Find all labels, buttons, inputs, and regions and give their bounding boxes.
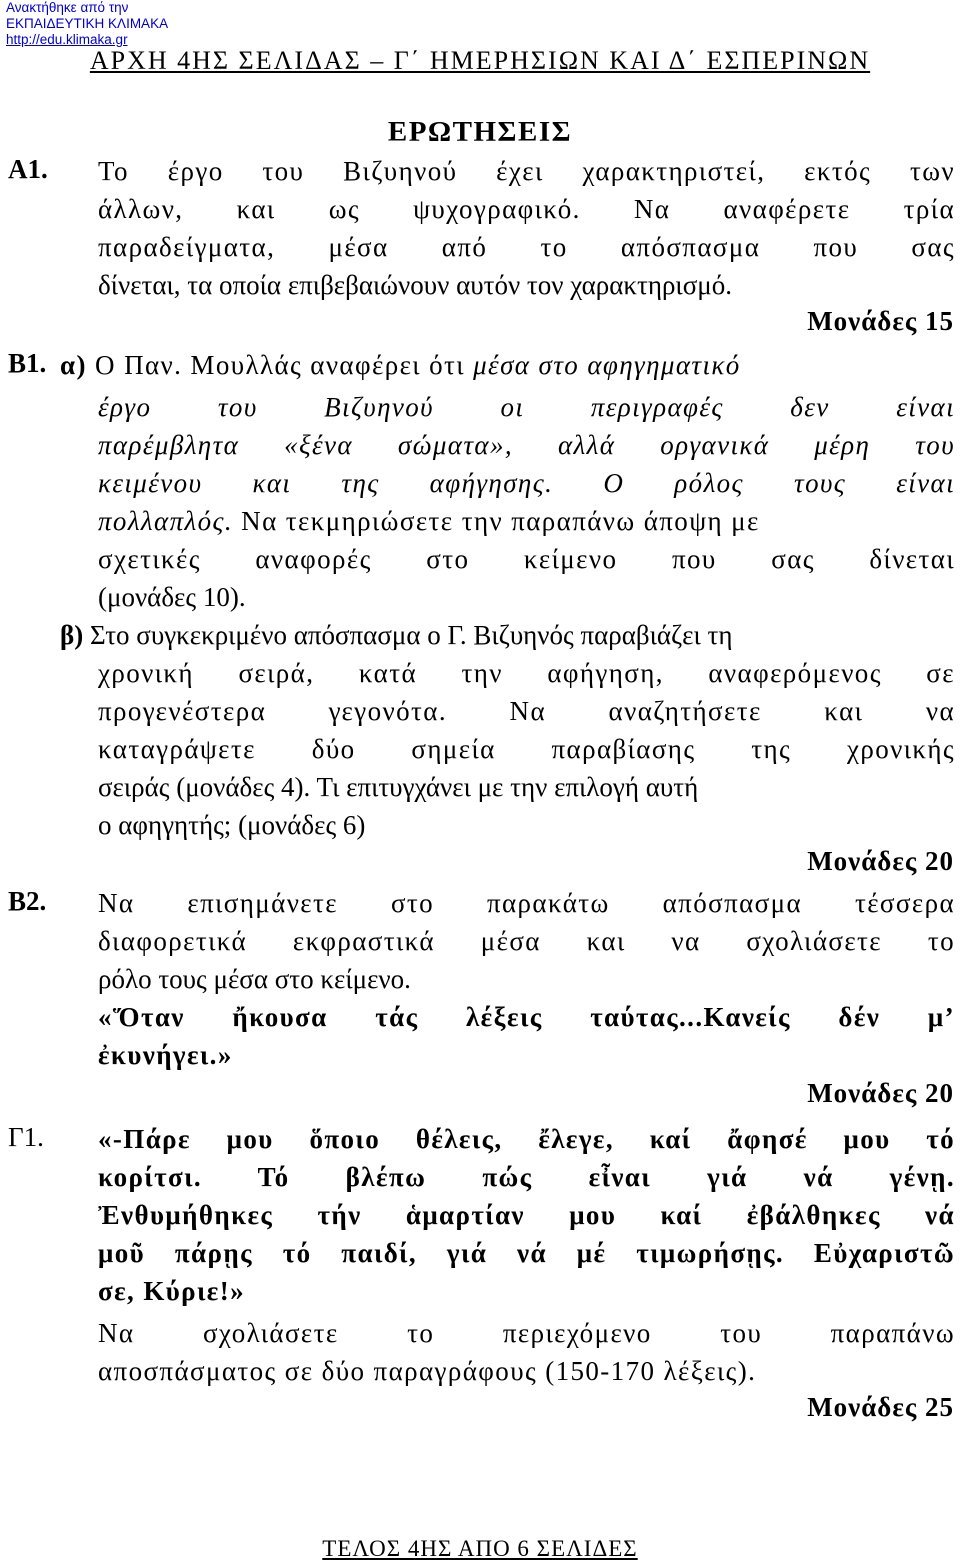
g1-quote-line-3: Ἐνθυμήθηκες τήν ἁμαρτίαν μου καί ἐβάλθηκες νά <box>98 1200 955 1230</box>
a1-line-4: δίνεται, τα οποία επιβεβαιώνουν αυτόν τον χαρακτηρισμό. <box>98 270 732 300</box>
question-label-b1: Β1. <box>8 348 47 378</box>
b1a-prefix: α) <box>60 350 87 380</box>
g1-line-1: Να σχολιάσετε το περιεχόμενο του παραπάνω <box>98 1318 955 1348</box>
source-url-link[interactable]: http://edu.klimaka.gr <box>6 32 128 47</box>
b1b-line-1 <box>60 618 955 652</box>
question-label-g1: Γ1. <box>8 1122 44 1152</box>
g1-marks: Μονάδες 25 <box>807 1392 954 1422</box>
b1b-line-2: χρονική σειρά, κατά την αφήγηση, αναφερόμενος σε <box>98 658 955 688</box>
b1b-line-1-text: Στο συγκεκριμένο απόσπασμα ο Γ. Βιζυηνός παραβιάζει τη <box>89 620 733 650</box>
b1a-line-6: σχετικές αναφορές στο κείμενο που σας δίνεται <box>98 544 955 574</box>
b2-quote-line-2: ἐκυνήγει.» <box>98 1040 233 1070</box>
b1b-prefix: β) <box>60 620 84 650</box>
b1a-line-4: κειμένου και της αφήγησης. Ο ρόλος τους είναι <box>98 468 955 498</box>
g1-quote-line-5: σε, Κύριε!» <box>98 1276 245 1306</box>
source-line-2: ΕΚΠΑΙΔΕΥΤΙΚΗ ΚΛΙΜΑΚΑ <box>6 16 169 31</box>
b1b-line-4: καταγράψετε δύο σημεία παραβίασης της χρονικής <box>98 734 955 764</box>
b2-line-3: ρόλο τους μέσα στο κείμενο. <box>98 964 411 994</box>
a1-line-3: παραδείγματα, μέσα από το απόσπασμα που σας <box>98 232 955 262</box>
b1a-line-5-plain: Να τεκμηριώσετε την παραπάνω άποψη με <box>233 506 760 536</box>
page-footer: ΤΕΛΟΣ 4ΗΣ ΑΠΟ 6 ΣΕΛΙΔΕΣ <box>322 1536 638 1561</box>
a1-marks: Μονάδες 15 <box>807 306 954 336</box>
g1-line-2: αποσπάσματος σε δύο παραγράφους (150-170 λέξεις). <box>98 1356 757 1386</box>
b1a-line-1-plain: Ο Παν. Μουλλάς αναφέρει ότι <box>95 350 474 380</box>
b2-line-2: διαφορετικά εκφραστικά μέσα και να σχολιάσετε το <box>98 926 955 956</box>
b1-marks: Μονάδες 20 <box>807 846 954 876</box>
a1-line-2: άλλων, και ως ψυχογραφικό. Να αναφέρετε τρία <box>98 194 955 224</box>
source-line-1: Ανακτήθηκε από την <box>6 0 129 15</box>
g1-quote-line-2: κορίτσι. Τό βλέπω πώς εἶναι γιά νά γένῃ. <box>98 1162 955 1192</box>
b1a-line-5-italic: πολλαπλός. <box>98 506 234 536</box>
b1a-line-5 <box>98 504 955 538</box>
b2-line-1: Να επισημάνετε στο παρακάτω απόσπασμα τέσσερα <box>98 888 955 918</box>
source-credit <box>6 0 168 48</box>
a1-line-1: Το έργο του Βιζυηνού έχει χαρακτηριστεί, εκτός των <box>98 156 955 186</box>
b2-quote-line-1: «Ὅταν ἤκουσα τάς λέξεις ταύτας...Κανείς δέν μ’ <box>98 1002 955 1032</box>
page-header: ΑΡΧΗ 4ΗΣ ΣΕΛΙΔΑΣ – Γ΄ ΗΜΕΡΗΣΙΩΝ ΚΑΙ Δ΄ ΕΣΠΕΡΙΝΩΝ <box>89 46 871 75</box>
b1a-line-3: παρέμβλητα «ξένα σώματα», αλλά οργανικά μέρη του <box>98 430 955 460</box>
b1a-line-2: έργο του Βιζυηνού οι περιγραφές δεν είναι <box>98 392 955 422</box>
question-label-a1: Α1. <box>8 154 48 184</box>
g1-quote-line-1: «-Πάρε μου ὅποιο θέλεις, ἔλεγε, καί ἄφησέ μου τό <box>98 1124 955 1154</box>
b2-marks: Μονάδες 20 <box>807 1078 954 1108</box>
b1b-line-3: προγενέστερα γεγονότα. Να αναζητήσετε και να <box>98 696 955 726</box>
b1b-line-5: σειράς (μονάδες 4). Τι επιτυγχάνει με την επιλογή αυτή <box>98 772 699 802</box>
b1a-line-7: (μονάδες 10). <box>98 582 246 612</box>
b1a-line-1-italic: μέσα στο αφηγηματικό <box>473 350 741 380</box>
b1b-line-6: ο αφηγητής; (μονάδες 6) <box>98 810 366 840</box>
question-label-b2: Β2. <box>8 886 47 916</box>
b1a-line-1 <box>60 348 955 382</box>
g1-quote-line-4: μοῦ πάρῃς τό παιδί, γιά νά μέ τιμωρήσῃς. Εὐχαριστῶ <box>98 1238 955 1268</box>
questions-title: ΕΡΩΤΗΣΕΙΣ <box>387 116 573 148</box>
